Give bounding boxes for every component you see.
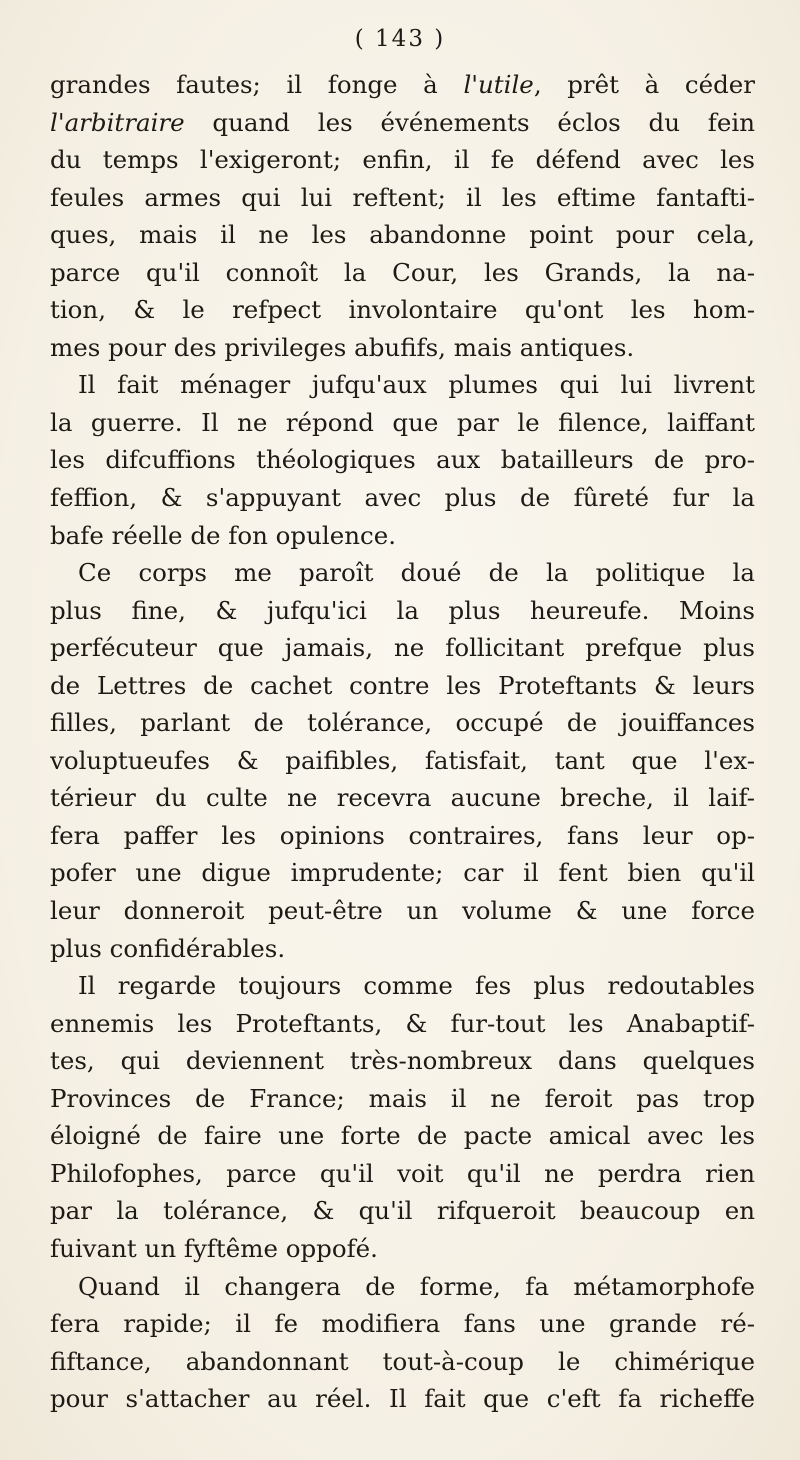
text-line: fuivant un fyftême oppofé. [50, 1233, 378, 1263]
text-line: éloigné de faire une forte de pacte amical avec les [50, 1121, 755, 1151]
text-line: fera rapide; il fe modifiera fans une grande ré- [50, 1309, 755, 1339]
text-segment: quand les événements éclos du fein [184, 107, 755, 137]
text-line: parce qu'il connoît la Cour, les Grands, la na- [50, 257, 755, 287]
text-line: tion, & le refpect involontaire qu'ont les hom- [50, 295, 755, 325]
text-line: feules armes qui lui reftent; il les eftime fantafti- [50, 182, 755, 212]
text-line: par la tolérance, & qu'il rifqueroit beaucoup en [50, 1196, 755, 1226]
text-line: Ce corps me paroît doué de la politique la [78, 558, 755, 588]
text-line: térieur du culte ne recevra aucune breche, il laif- [50, 783, 755, 813]
text-line: mes pour des privileges abufifs, mais antiques. [50, 332, 635, 362]
text-segment: , prêt à céder [533, 70, 755, 99]
text-line: feffion, & s'appuyant avec plus de fûreté fur la [50, 483, 755, 513]
text-line: pour s'attacher au réel. Il fait que c'eft fa richeffe [50, 1384, 755, 1414]
text-line: fera paffer les opinions contraires, fans leur op- [50, 820, 755, 850]
text-line: perfécuteur que jamais, ne follicitant prefque plus [50, 633, 755, 663]
text-line: Quand il changera de forme, fa métamorphofe [78, 1271, 755, 1301]
text-line: filles, parlant de tolérance, occupé de jouiffances [50, 708, 755, 738]
text-line: ques, mais il ne les abandonne point pour cela, [50, 220, 755, 250]
text-line: Philofophes, parce qu'il voit qu'il ne perdra rien [50, 1158, 755, 1188]
italic-word: l'arbitraire [50, 107, 185, 137]
text-line [50, 66, 755, 104]
text-line: plus confidérables. [50, 933, 286, 963]
text-segment: grandes fautes; il fonge à [50, 70, 464, 99]
text-line: de Lettres de cachet contre les Proteftants & leurs [50, 670, 755, 700]
text-line: les difcuffions théologiques aux batailleurs de pro- [50, 445, 755, 475]
text-line: du temps l'exigeront; enfin, il fe défend avec les [50, 145, 755, 175]
text-line: leur donneroit peut-être un volume & une force [50, 896, 755, 926]
text-line: Provinces de France; mais il ne feroit pas trop [50, 1083, 755, 1113]
text-line: tes, qui deviennent très-nombreux dans quelques [50, 1046, 755, 1076]
text-line: la guerre. Il ne répond que par le filence, laiffant [50, 407, 755, 437]
text-line: Il fait ménager jufqu'aux plumes qui lui livrent [78, 370, 755, 400]
body-text [50, 66, 755, 1418]
text-line: plus fine, & jufqu'ici la plus heureufe. Moins [50, 595, 755, 625]
page-number: ( 143 ) [354, 26, 446, 52]
text-line: fiftance, abandonnant tout-à-coup le chimérique [50, 1346, 755, 1376]
text-line: voluptueufes & paifibles, fatisfait, tant que l'ex- [50, 745, 755, 775]
text-line: bafe réelle de fon opulence. [50, 520, 397, 550]
text-line: pofer une digue imprudente; car il fent bien qu'il [50, 858, 755, 888]
text-line: Il regarde toujours comme fes plus redoutables [78, 971, 755, 1001]
text-line [50, 104, 755, 142]
text-line: ennemis les Proteftants, & fur-tout les Anabaptif- [50, 1008, 755, 1038]
italic-word: l'utile [463, 70, 534, 99]
